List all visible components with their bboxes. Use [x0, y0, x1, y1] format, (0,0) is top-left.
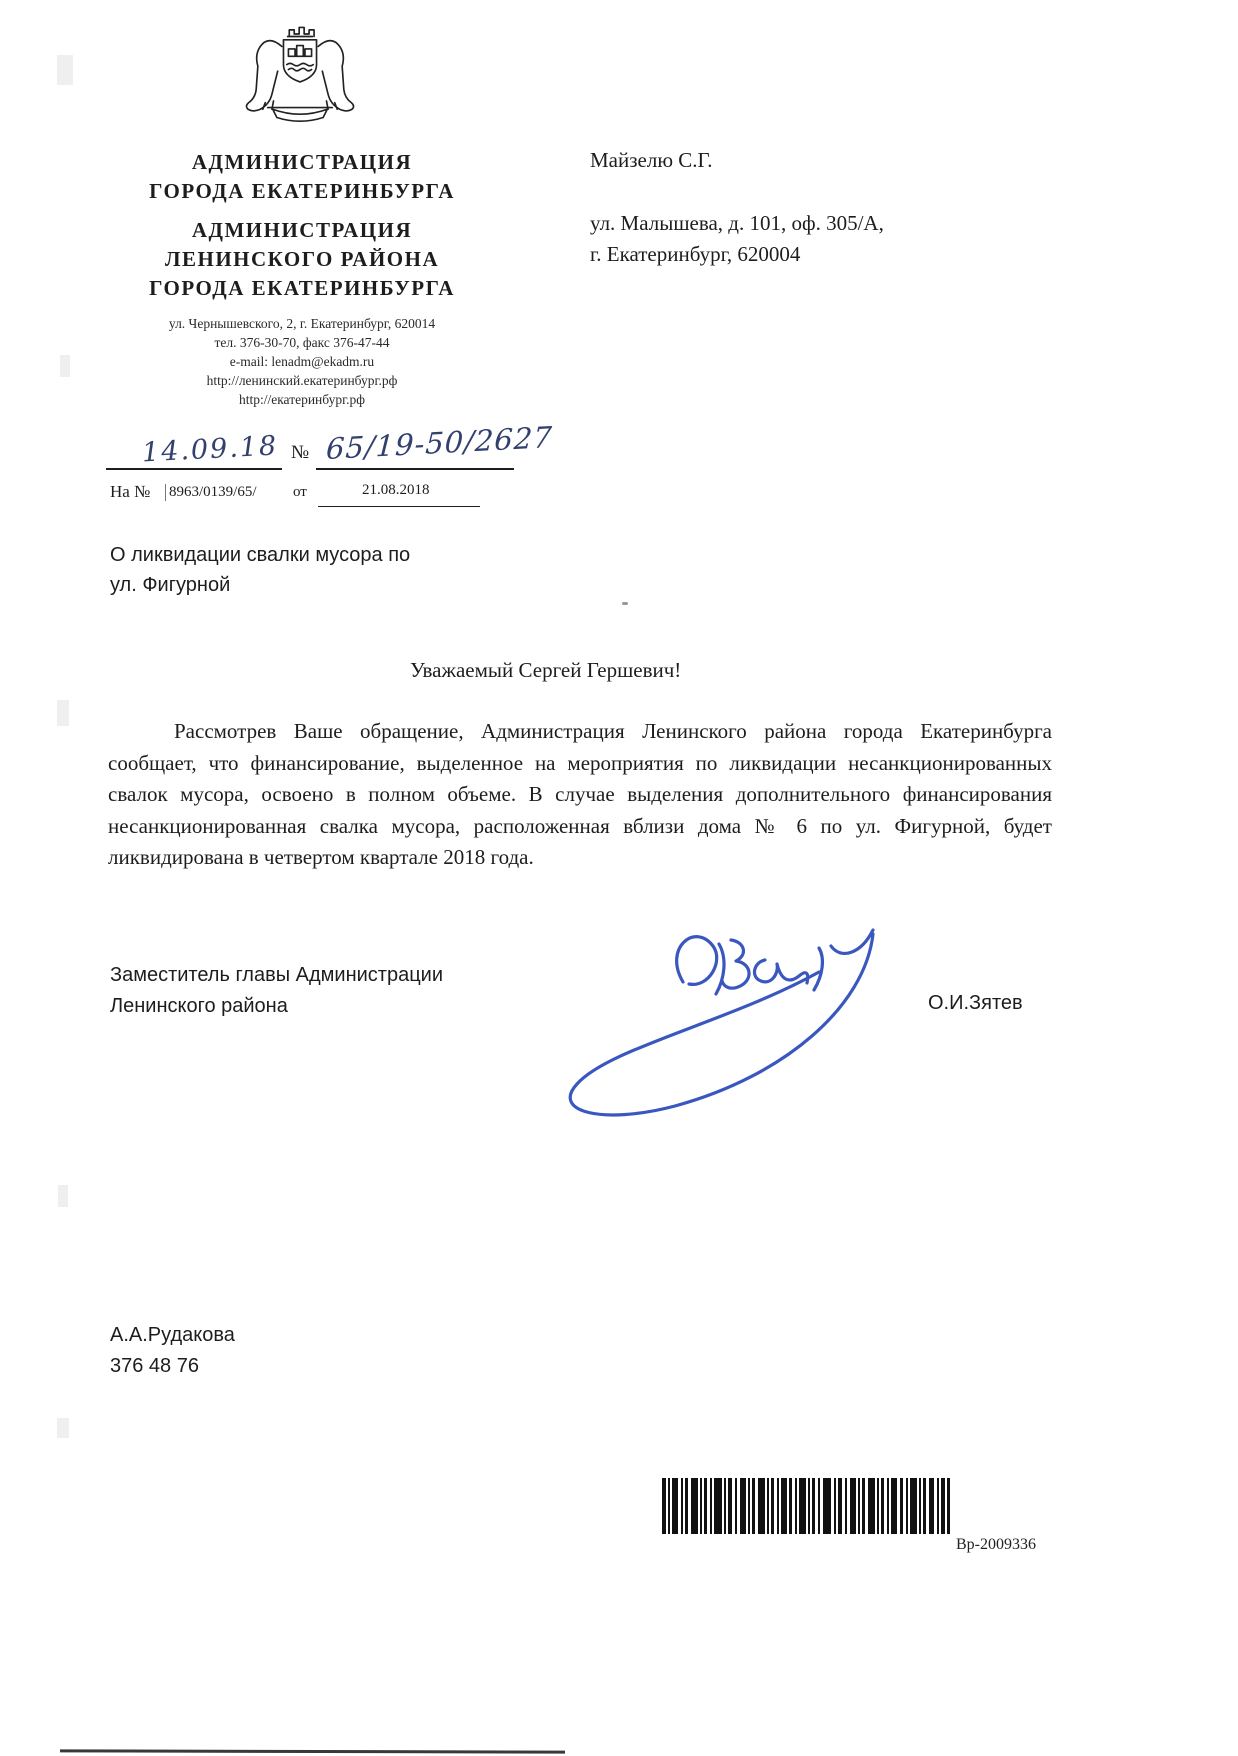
org-name-city	[92, 148, 512, 206]
executor-name: А.А.Рудакова	[110, 1324, 235, 1346]
date-underline	[106, 468, 282, 470]
outgoing-date-handwritten: 14.09.18	[141, 430, 279, 469]
executor-phone: 376 48 76	[110, 1355, 199, 1377]
org-name-district	[92, 216, 512, 303]
org-phone: тел. 376-30-70, факс 376-47-44	[214, 335, 390, 350]
scan-artifact	[57, 1418, 69, 1438]
scan-artifact	[60, 355, 70, 377]
signer-title	[110, 960, 443, 1022]
org-city-line1: АДМИНИСТРАЦИЯ	[191, 150, 413, 174]
barcode-code: Вр-2009336	[956, 1536, 1036, 1553]
org-email: e-mail: lenadm@ekadm.ru	[229, 354, 375, 369]
reply-date-underline	[318, 506, 480, 507]
scan-artifact	[57, 700, 69, 726]
reply-date: 21.08.2018	[362, 482, 430, 498]
barcode-icon	[662, 1478, 950, 1534]
executor-block	[110, 1320, 235, 1382]
signer-title-line1: Заместитель главы Администрации	[110, 964, 444, 986]
org-district-line1: АДМИНИСТРАЦИЯ	[191, 218, 413, 242]
number-underline	[316, 468, 514, 470]
signer-title-line2: Ленинского района	[110, 995, 288, 1017]
addressee-address-line2: г. Екатеринбург, 620004	[590, 242, 801, 266]
body-paragraph: Рассмотрев Ваше обращение, Администрация Ленинского района города Екатеринбурга сообщает, что финансирование, выделенное на мероприятия по ликвидации несанкционированных свалок мусора, освоено в полном объеме. В случае выделения дополнительного финансирования несанкционированная свалка мусора, расположенная вблизи дома № 6 по ул. Фигурной, будет ликвидирована в четвертом квартале 2018 года.	[108, 719, 1052, 869]
coat-of-arms-icon	[238, 22, 362, 132]
salutation: Уважаемый Сергей Гершевич!	[410, 658, 682, 682]
scan-artifact	[58, 1185, 68, 1207]
addressee-address	[590, 208, 884, 270]
addressee-address-line1: ул. Малышева, д. 101, оф. 305/А,	[590, 211, 884, 235]
reply-ot-label: от	[293, 484, 307, 500]
scan-edge-line	[60, 1749, 565, 1753]
outgoing-number-handwritten: 65/19-50/2627	[325, 419, 554, 467]
org-address: ул. Чернышевского, 2, г. Екатеринбург, 620014	[168, 316, 436, 331]
reply-number: 8963/0139/65/	[165, 484, 257, 501]
subject-line1: О ликвидации свалки мусора по	[110, 544, 411, 566]
scan-speck	[622, 602, 628, 605]
signature-ink-icon	[515, 918, 905, 1140]
org-district-line2: ЛЕНИНСКОГО РАЙОНА	[164, 247, 440, 271]
addressee-name: Майзелю С.Г.	[590, 148, 713, 172]
signer-name: О.И.Зятев	[928, 992, 1023, 1014]
scan-artifact	[57, 55, 73, 85]
org-district-line3: ГОРОДА ЕКАТЕРИНБУРГА	[149, 276, 455, 300]
subject-line2: ул. Фигурной	[110, 574, 231, 596]
org-contacts	[92, 314, 512, 409]
org-city-line2: ГОРОДА ЕКАТЕРИНБУРГА	[149, 179, 455, 203]
org-site-district: http://ленинский.екатеринбург.рф	[206, 373, 398, 388]
subject-block	[110, 540, 410, 600]
org-site-city: http://екатеринбург.рф	[238, 392, 366, 407]
reply-prefix: На №	[110, 482, 151, 501]
number-sign: №	[291, 442, 310, 463]
